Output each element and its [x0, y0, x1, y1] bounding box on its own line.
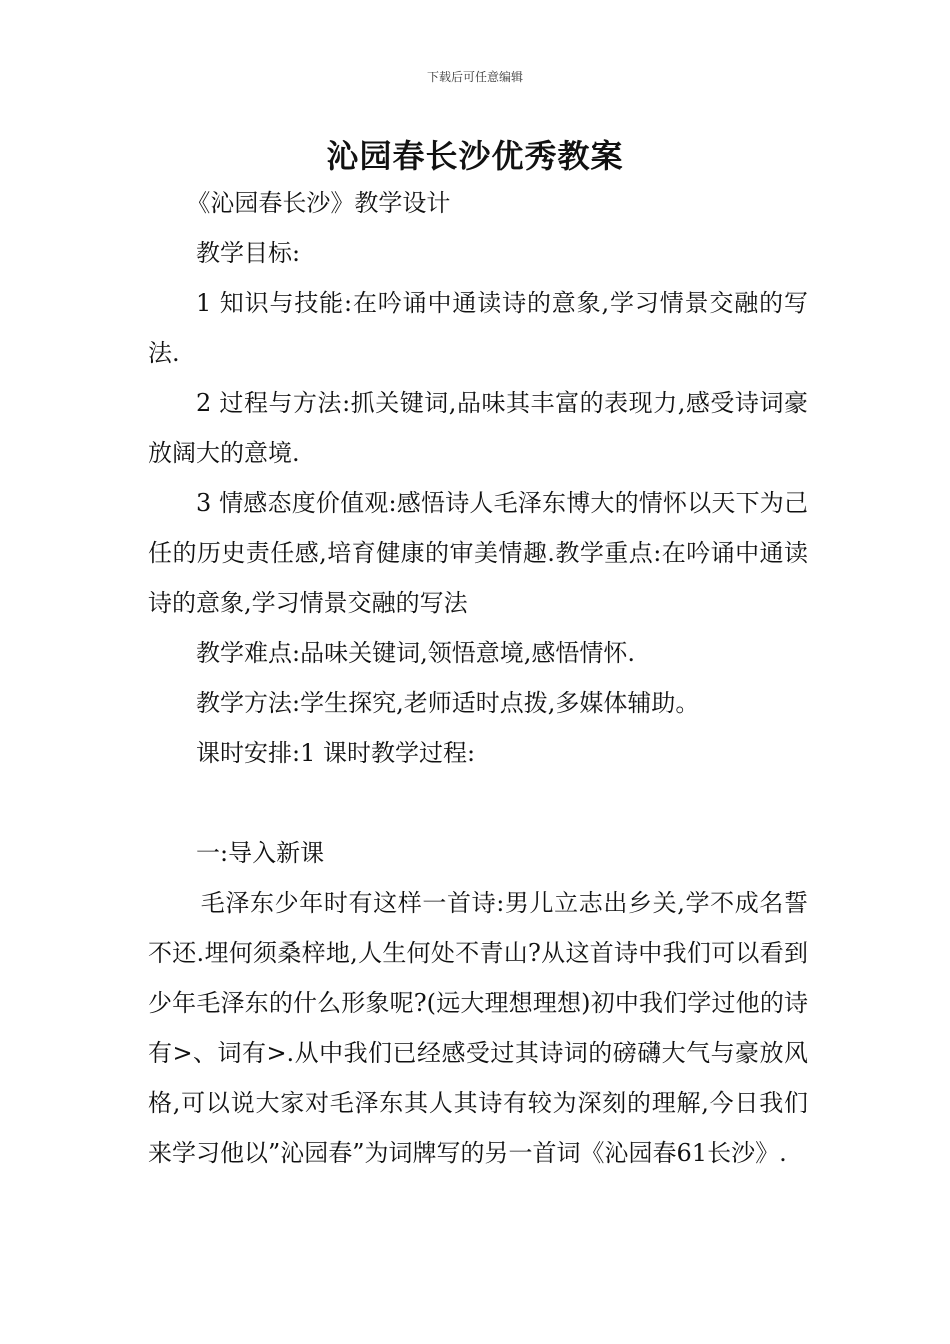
paragraph-objective-3: 3 情感态度价值观:感悟诗人毛泽东博大的情怀以天下为己任的历史责任感,培育健康的审美情趣.教学重点:在吟诵中通读诗的意象,学习情景交融的写法	[148, 489, 808, 617]
paragraph-objectives-heading: 教学目标:	[196, 239, 301, 267]
document-subtitle: 《沁园春长沙》教学设计	[186, 189, 451, 217]
blank-line	[148, 778, 808, 828]
document-title: 沁园春长沙优秀教案	[326, 137, 624, 175]
paragraph-difficulties: 教学难点:品味关键词,领悟意境,感悟情怀.	[196, 639, 635, 667]
paragraph-schedule: 课时安排:1 课时教学过程:	[196, 739, 476, 767]
paragraph-intro: 毛泽东少年时有这样一首诗:男儿立志出乡关,学不成名誓不还.埋何须桑梓地,人生何处不青山?从这首诗中我们可以看到少年毛泽东的什么形象呢?(远大理想理想)初中我们学过他的诗有>、词有>.从中我们已经感受过其诗词的磅礴大气与豪放风格,可以说大家对毛泽东其人其诗有较为深刻的理解,今日我们来学习他以”沁园春”为词牌写的另一首词《沁园春61长沙》.	[148, 889, 808, 1167]
section-heading: 一:导入新课	[196, 839, 325, 867]
header-note: 下载后可任意编辑	[426, 70, 523, 84]
paragraph-objective-1: 1 知识与技能:在吟诵中通读诗的意象,学习情景交融的写法.	[148, 289, 808, 367]
paragraph-objective-2: 2 过程与方法:抓关键词,品味其丰富的表现力,感受诗词豪放阔大的意境.	[148, 389, 808, 467]
document-body	[148, 178, 808, 1178]
paragraph-methods: 教学方法:学生探究,老师适时点拨,多媒体辅助。	[196, 689, 700, 717]
